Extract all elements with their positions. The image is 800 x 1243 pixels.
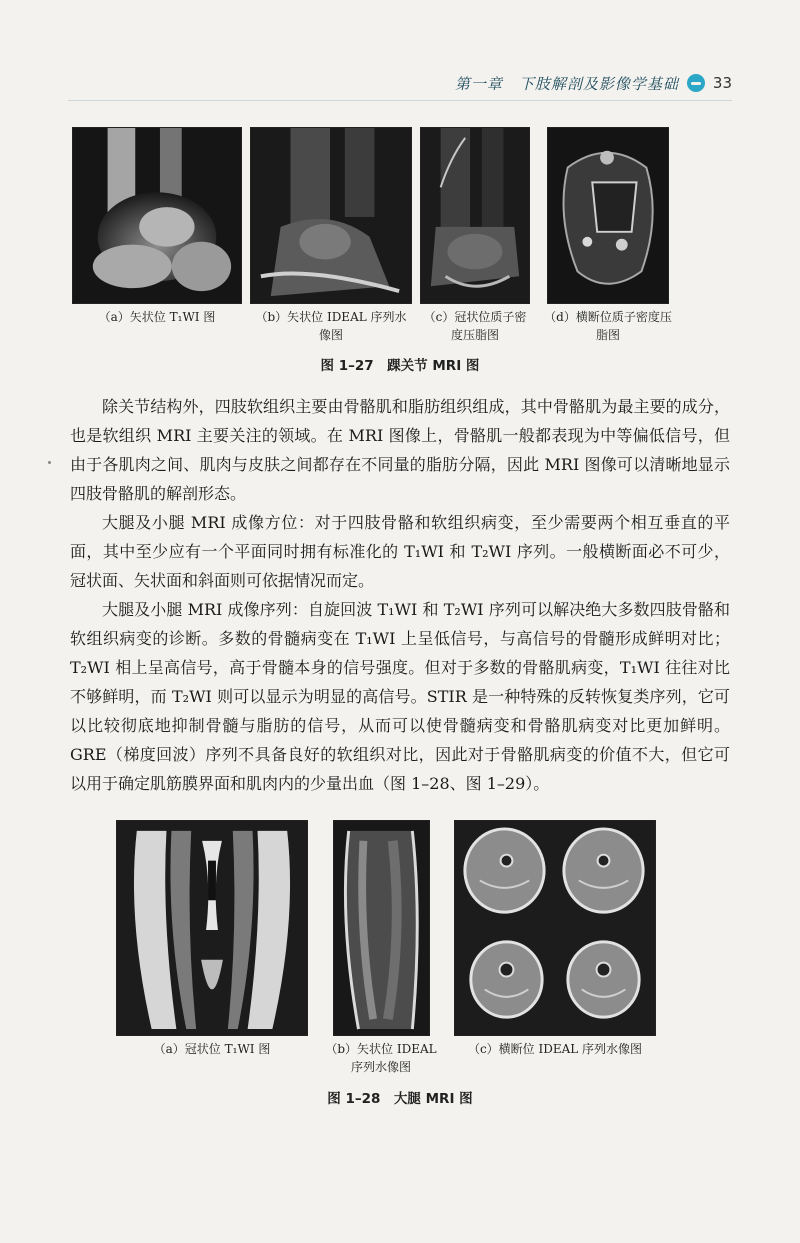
figure-1-27-panel-c	[420, 127, 530, 344]
figure-1-27-panel-b	[250, 127, 412, 344]
header-divider	[68, 100, 732, 101]
figure-1-27-caption-d-line2: 脂图	[595, 328, 620, 342]
figure-1-28-caption-c: （c）横断位 IDEAL 序列水像图	[467, 1042, 643, 1056]
figure-1-28-panel-a	[116, 820, 308, 1076]
running-header	[0, 70, 800, 96]
chapter-arrow-icon	[687, 74, 705, 92]
figure-1-28	[116, 820, 656, 1076]
figure-1-27	[72, 127, 678, 344]
figure-1-27-caption-b-line2: 像图	[318, 328, 343, 342]
ankle-sagittal-t1-image	[72, 127, 242, 304]
paragraph-3: 大腿及小腿 MRI 成像序列：自旋回波 T₁WI 和 T₂WI 序列可以解决绝大多数四肢骨骼和软组织病变的诊断。多数的骨髓病变在 T₁WI 上呈低信号，与高信号的骨髓形成鲜明对比；T₂WI 相上呈高信号，高于骨髓本身的信号强度。但对于多数的骨骼肌病变，T₁WI 往往对比不够鲜明，而 T₂WI 则可以显示为明显的高信号。STIR 是一种特殊的反转恢复类序列，它可以比较彻底地抑制骨髓与脂肪的信号，从而可以使骨髓病变和骨骼肌病变对比更加鲜明。GRE（梯度回波）序列不具备良好的软组织对比，因此对于骨骼肌病变的价值不大，但它可以用于确定肌筋膜界面和肌肉内的少量出血（图 1–28、图 1–29）。	[70, 600, 730, 793]
figure-1-27-caption-a: （a）矢状位 T₁WI 图	[98, 310, 216, 324]
figure-1-27-caption-b-line1: （b）矢状位 IDEAL 序列水	[255, 310, 407, 324]
ankle-sagittal-ideal-image	[250, 127, 412, 304]
thigh-sagittal-ideal-image	[333, 820, 430, 1036]
figure-1-28-caption-a: （a）冠状位 T₁WI 图	[153, 1042, 271, 1056]
figure-1-28-caption-b-line1: （b）矢状位 IDEAL	[325, 1042, 437, 1056]
paragraph-1: 除关节结构外，四肢软组织主要由骨骼肌和脂肪组织组成，其中骨骼肌为最主要的成分，也是软组织 MRI 主要关注的领域。在 MRI 图像上，骨骼肌一般都表现为中等偏低信号，但由于各肌肉之间、肌肉与皮肤之间都存在不同量的脂肪分隔，因此 MRI 图像可以清晰地显示四肢骨骼肌的解剖形态。	[70, 397, 730, 503]
figure-1-27-caption-c-line2: 度压脂图	[450, 328, 499, 342]
figure-1-27-caption-c-line1: （c）冠状位质子密	[423, 310, 527, 324]
thigh-axial-ideal-image	[454, 820, 656, 1036]
ankle-coronal-pd-image	[420, 127, 530, 304]
figure-1-28-title: 图 1–28 大腿 MRI 图	[327, 1091, 473, 1107]
ankle-axial-pd-image	[547, 127, 669, 304]
figure-1-28-caption-b-line2: 序列水像图	[350, 1060, 411, 1074]
margin-mark	[48, 461, 51, 464]
thigh-coronal-t1-image	[116, 820, 308, 1036]
figure-1-28-panel-b	[321, 820, 441, 1076]
figure-1-28-panel-c	[454, 820, 656, 1076]
paragraph-2: 大腿及小腿 MRI 成像方位：对于四肢骨骼和软组织病变，至少需要两个相互垂直的平面，其中至少应有一个平面同时拥有标准化的 T₁WI 和 T₂WI 序列。一般横断面必不可少，冠状面、矢状面和斜面则可依据情况而定。	[70, 513, 730, 590]
figure-1-27-panel-d	[538, 127, 678, 344]
chapter-title: 第一章 下肢解剖及影像学基础	[454, 74, 679, 93]
figure-1-27-caption-d-line1: （d）横断位质子密度压	[544, 310, 672, 324]
page-number: 33	[712, 74, 732, 92]
figure-1-27-title: 图 1–27 踝关节 MRI 图	[320, 358, 480, 374]
figure-1-27-panel-a	[72, 127, 242, 344]
